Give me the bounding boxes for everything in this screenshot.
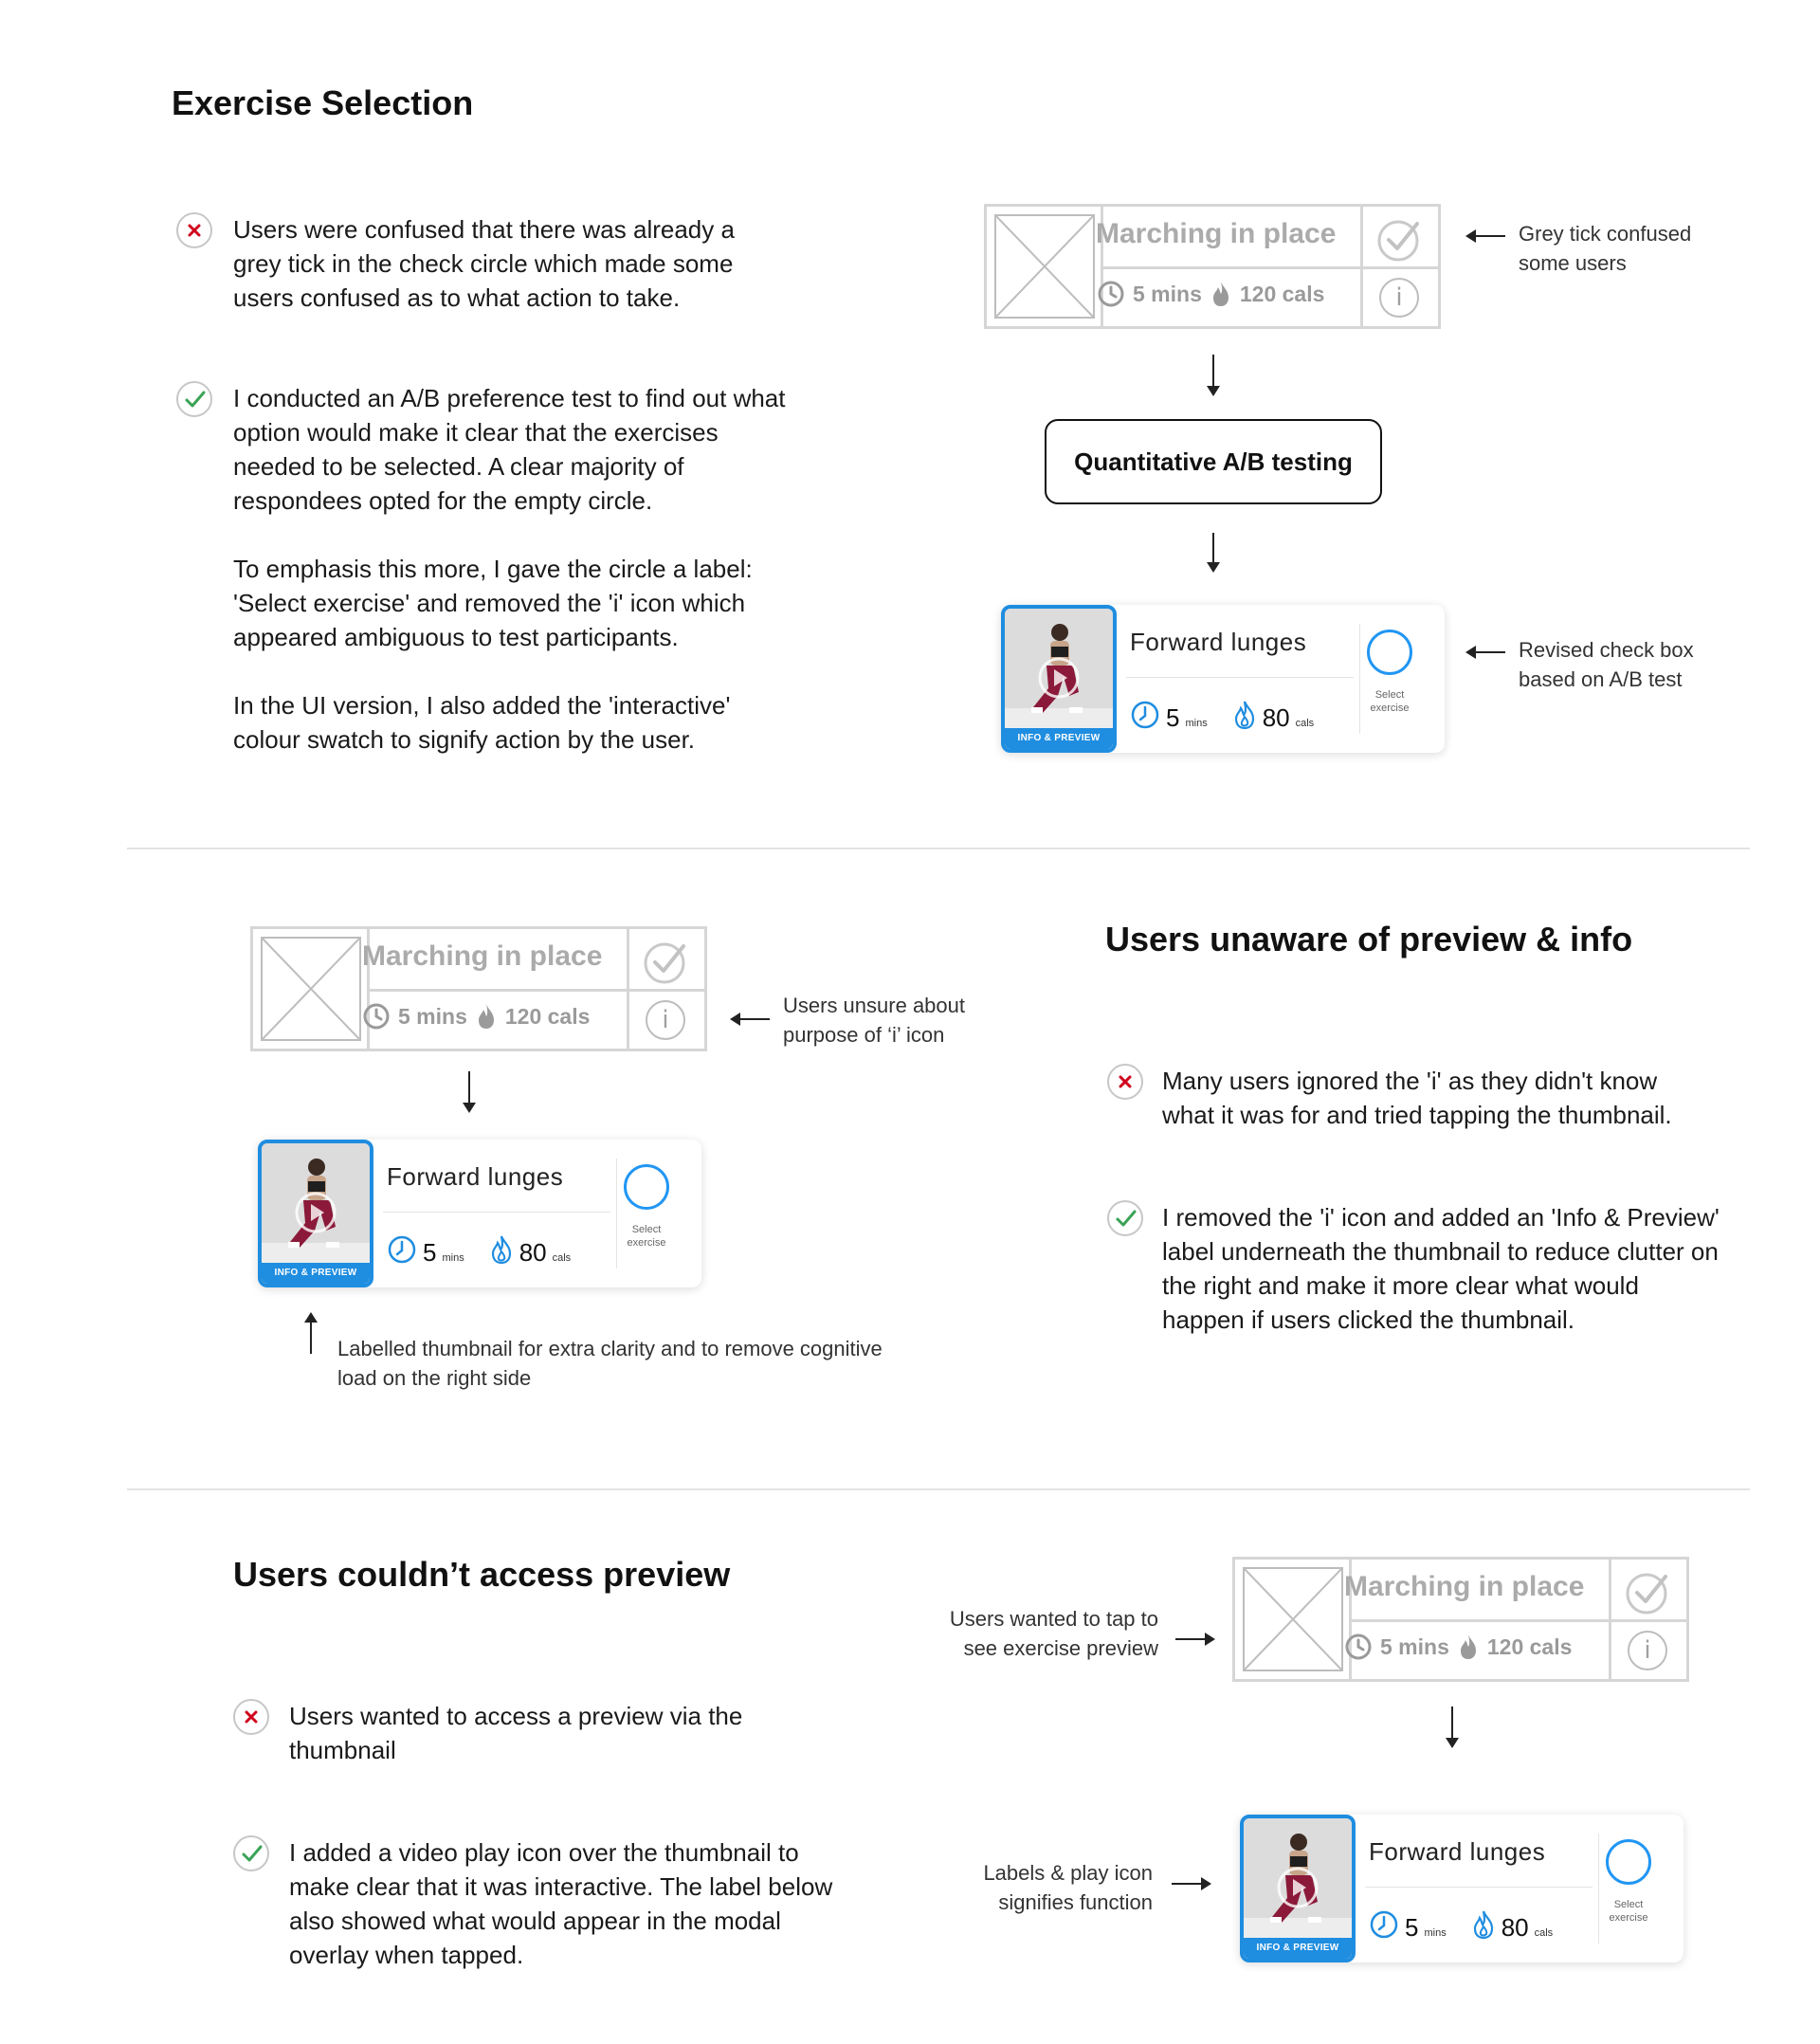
process-box: Quantitative A/B testing xyxy=(1045,419,1382,504)
duration-value: 5 xyxy=(1405,1913,1419,1942)
exercise-card[interactable] xyxy=(258,1140,701,1287)
play-icon[interactable] xyxy=(1276,1866,1320,1909)
annotation-labelled-thumbnail: Labelled thumbnail for extra clarity and to remove cognitive load on the right side xyxy=(337,1337,883,1390)
card-title: Forward lunges xyxy=(387,1162,564,1191)
select-exercise-checkbox[interactable] xyxy=(1367,630,1412,675)
clock-icon xyxy=(362,1002,391,1031)
exercise-thumbnail[interactable] xyxy=(1240,1815,1356,1962)
duration-value: 5 xyxy=(1166,703,1180,732)
wire-calories: 120 cals xyxy=(1486,1633,1573,1659)
wire-meta xyxy=(1097,280,1324,308)
clock-icon xyxy=(1369,1909,1399,1940)
arrow-down xyxy=(1212,533,1214,571)
problem-text: Users wanted to access a preview via the thumbnail xyxy=(289,1702,743,1764)
exercise-thumbnail[interactable] xyxy=(1001,605,1117,753)
wire-meta xyxy=(1344,1633,1572,1661)
wire-duration: 5 mins xyxy=(398,1003,467,1029)
calories-unit: cals xyxy=(1534,1927,1554,1939)
info-preview-label: INFO & PREVIEW xyxy=(1244,1938,1352,1959)
clock-icon xyxy=(1097,280,1125,308)
calories-unit: cals xyxy=(1295,718,1315,729)
check-circle-icon xyxy=(233,1835,269,1871)
wireframe-card xyxy=(984,204,1441,329)
wire-calories: 120 cals xyxy=(504,1003,591,1029)
select-exercise-label: Select exercise xyxy=(1609,1899,1648,1924)
info-icon: i xyxy=(1379,278,1419,318)
section-title-preview-info: Users unaware of preview & info xyxy=(1105,920,1633,958)
calories-value: 80 xyxy=(519,1238,547,1267)
card-title: Forward lunges xyxy=(1130,628,1307,656)
arrow-down xyxy=(468,1071,470,1111)
card-title: Forward lunges xyxy=(1369,1837,1546,1866)
check-circle-icon xyxy=(1107,1200,1143,1236)
flame-icon xyxy=(489,1234,514,1265)
duration-value: 5 xyxy=(423,1238,437,1267)
x-circle-icon xyxy=(233,1699,269,1735)
solution-text: I removed the 'i' icon and added an 'Info & Preview' label underneath the thumbnail to reduce clutter on the right and make it more clear what would happen if users clicked the thumbnail. xyxy=(1162,1203,1720,1334)
info-icon: i xyxy=(646,1000,685,1040)
arrow-left xyxy=(732,1018,770,1020)
arrow-left xyxy=(1467,235,1505,237)
select-exercise-label: Select exercise xyxy=(1370,689,1410,714)
select-exercise-label: Select exercise xyxy=(627,1224,666,1249)
play-icon[interactable] xyxy=(294,1191,337,1234)
info-icon: i xyxy=(1628,1631,1667,1670)
problem-text: Users were confused that there was already a grey tick in the check circle which made some users confused as to what action to take. xyxy=(233,215,735,312)
solution-text: I added a video play icon over the thumbnail to make clear that it was interactive. The label below also showed what would appear in the modal overlay when tapped. xyxy=(289,1838,833,1969)
play-icon[interactable] xyxy=(1037,656,1081,700)
wireframe-card xyxy=(250,926,707,1051)
duration-unit: mins xyxy=(442,1252,464,1264)
check-circle-icon xyxy=(176,381,212,417)
annotation-grey-tick: Grey tick confused some users xyxy=(1519,222,1692,275)
duration-unit: mins xyxy=(1185,718,1208,729)
duration-unit: mins xyxy=(1424,1927,1447,1939)
section-title-access-preview: Users couldn’t access preview xyxy=(233,1555,731,1594)
annotation-tap-preview: Users wanted to tap to see exercise preview xyxy=(949,1607,1158,1660)
arrow-down xyxy=(1212,355,1214,394)
x-circle-icon xyxy=(176,212,212,248)
image-placeholder xyxy=(994,214,1095,319)
exercise-card[interactable] xyxy=(1001,605,1445,753)
solution-paragraph-2: To emphasis this more, I gave the circle a label: 'Select exercise' and removed the 'i' icon which appeared ambiguous to test participants. xyxy=(233,555,753,651)
card-meta xyxy=(1369,1909,1553,1940)
wire-title: Marching in place xyxy=(1344,1571,1585,1602)
solution-paragraph-3: In the UI version, I also added the 'interactive' colour swatch to signify action by the user. xyxy=(233,691,731,754)
flame-icon xyxy=(1457,1633,1480,1661)
clock-icon xyxy=(1130,700,1160,730)
flame-icon xyxy=(475,1002,498,1031)
select-exercise-checkbox[interactable] xyxy=(624,1164,669,1210)
annotation-labels-play: Labels & play icon signifies function xyxy=(983,1861,1153,1914)
card-meta xyxy=(387,1234,571,1265)
info-preview-label: INFO & PREVIEW xyxy=(262,1263,370,1284)
wire-title: Marching in place xyxy=(362,940,603,972)
arrow-right xyxy=(1172,1883,1210,1885)
calories-value: 80 xyxy=(1501,1913,1529,1942)
clock-icon xyxy=(1344,1633,1373,1661)
exercise-thumbnail[interactable] xyxy=(258,1140,373,1287)
arrow-down xyxy=(1451,1706,1453,1746)
grey-tick-icon xyxy=(1375,216,1429,262)
wireframe-card xyxy=(1232,1557,1689,1682)
annotation-revised-checkbox: Revised check box based on A/B test xyxy=(1519,638,1694,691)
calories-value: 80 xyxy=(1262,703,1290,732)
info-preview-label: INFO & PREVIEW xyxy=(1005,728,1113,749)
flame-icon xyxy=(1232,700,1257,730)
arrow-right xyxy=(1175,1638,1213,1640)
flame-icon xyxy=(1471,1909,1496,1940)
clock-icon xyxy=(387,1234,417,1265)
solution-paragraph-1: I conducted an A/B preference test to find out what option would make it clear that the exercises needed to be selected. A clear majority of respondees opted for the empty circle. xyxy=(233,384,786,515)
problem-text: Many users ignored the 'i' as they didn't know what it was for and tried tapping the thumbnail. xyxy=(1162,1067,1672,1129)
arrow-up xyxy=(310,1314,312,1354)
exercise-card[interactable] xyxy=(1240,1815,1684,1962)
card-meta xyxy=(1130,700,1314,730)
grey-tick-icon xyxy=(1624,1569,1677,1615)
section-title-exercise-selection: Exercise Selection xyxy=(172,83,474,122)
arrow-left xyxy=(1467,651,1505,653)
wire-meta xyxy=(362,1002,590,1031)
image-placeholder xyxy=(261,937,361,1041)
x-circle-icon xyxy=(1107,1064,1143,1100)
grey-tick-icon xyxy=(642,939,695,984)
section-divider xyxy=(127,848,1750,849)
flame-icon xyxy=(1210,280,1232,308)
wire-duration: 5 mins xyxy=(1133,281,1202,306)
section-divider xyxy=(127,1488,1750,1490)
wire-calories: 120 cals xyxy=(1239,281,1325,306)
wire-duration: 5 mins xyxy=(1380,1633,1449,1659)
wire-title: Marching in place xyxy=(1096,218,1337,249)
calories-unit: cals xyxy=(552,1252,572,1264)
image-placeholder xyxy=(1243,1567,1343,1671)
select-exercise-checkbox[interactable] xyxy=(1606,1839,1651,1885)
annotation-info-icon: Users unsure about purpose of ‘i’ icon xyxy=(783,994,965,1047)
